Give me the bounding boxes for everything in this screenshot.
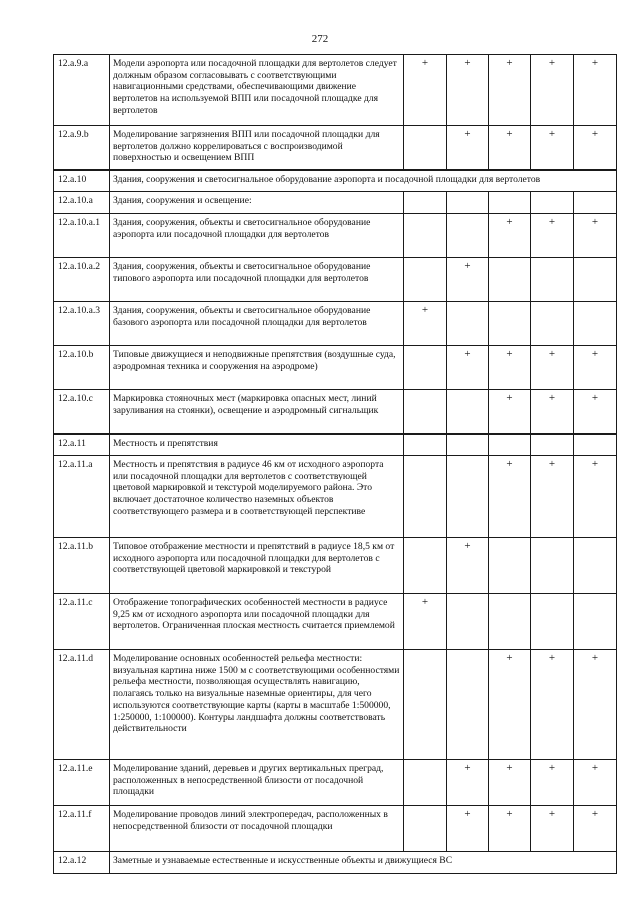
level-mark-2 (447, 650, 489, 760)
level-mark-1 (404, 456, 447, 538)
requirements-table (53, 54, 617, 874)
level-mark-4: + (531, 650, 574, 760)
level-mark-2: + (447, 258, 489, 302)
level-mark-3: + (489, 650, 531, 760)
level-mark-3 (489, 192, 531, 214)
level-mark-2 (447, 456, 489, 538)
level-mark-2: + (447, 760, 489, 806)
level-mark-5: + (574, 760, 617, 806)
table-row (54, 390, 617, 434)
row-description: Здания, сооружения и светосигнальное оборудование аэропорта и посадочной площадки для вертолетов (110, 170, 617, 192)
level-mark-4: + (531, 456, 574, 538)
level-mark-1 (404, 390, 447, 434)
table-row (54, 594, 617, 650)
level-mark-5 (574, 538, 617, 594)
level-mark-5: + (574, 126, 617, 170)
table-row (54, 760, 617, 806)
level-mark-2: + (447, 126, 489, 170)
level-mark-1 (404, 258, 447, 302)
row-description: Моделирование загрязнения ВПП или посадочной площадки для вертолетов должно коррелироваться с воспроизводимой поверхностью и освещением ВПП (110, 126, 404, 170)
level-mark-4 (531, 434, 574, 456)
level-mark-2 (447, 214, 489, 258)
table-row (54, 346, 617, 390)
level-mark-1: + (404, 55, 447, 126)
level-mark-5: + (574, 650, 617, 760)
row-description: Здания, сооружения и освещение: (110, 192, 404, 214)
row-id: 12.a.11 (54, 434, 110, 456)
table-row (54, 852, 617, 874)
level-mark-4 (531, 538, 574, 594)
level-mark-5: + (574, 214, 617, 258)
table-row (54, 170, 617, 192)
row-id: 12.a.10.c (54, 390, 110, 434)
level-mark-3 (489, 434, 531, 456)
level-mark-2: + (447, 55, 489, 126)
level-mark-4: + (531, 126, 574, 170)
level-mark-5: + (574, 346, 617, 390)
level-mark-5 (574, 434, 617, 456)
level-mark-1 (404, 434, 447, 456)
level-mark-2 (447, 434, 489, 456)
row-id: 12.a.10 (54, 170, 110, 192)
level-mark-2: + (447, 346, 489, 390)
row-description: Здания, сооружения, объекты и светосигнальное оборудование аэропорта или посадочной площадки для вертолетов (110, 214, 404, 258)
level-mark-5 (574, 302, 617, 346)
level-mark-4: + (531, 390, 574, 434)
level-mark-4 (531, 258, 574, 302)
row-description: Отображение топографических особенностей местности в радиусе 9,25 км от исходного аэропорта или посадочной площадки для вертолетов. Ограниченная плоская местность считается приемлемой (110, 594, 404, 650)
level-mark-4: + (531, 806, 574, 852)
row-id: 12.a.12 (54, 852, 110, 874)
level-mark-1: + (404, 594, 447, 650)
table-row (54, 302, 617, 346)
row-description: Моделирование основных особенностей рельефа местности: визуальная картина ниже 1500 м с соответствующими особенностями рельефа местности, позволяющая осуществлять навигацию, полагаясь только на визуальные наземные ориентиры, для чего используются соответствующие карты (карты в масштабе 1:500000, 1:250000, 1:100000). Контуры ландшафта должны соответствовать действительности (110, 650, 404, 760)
row-id: 12.a.11.a (54, 456, 110, 538)
level-mark-4: + (531, 55, 574, 126)
table-row (54, 434, 617, 456)
row-id: 12.a.10.a.3 (54, 302, 110, 346)
level-mark-2 (447, 192, 489, 214)
row-id: 12.a.9.a (54, 55, 110, 126)
level-mark-5: + (574, 55, 617, 126)
level-mark-5 (574, 258, 617, 302)
level-mark-1 (404, 760, 447, 806)
row-description: Модели аэропорта или посадочной площадки для вертолетов следует должным образом согласовывать с соответствующими навигационными средствами, обеспечивающими движение вертолетов на используемой ВПП или посадочной площадке для вертолетов (110, 55, 404, 126)
row-id: 12.a.11.c (54, 594, 110, 650)
row-id: 12.a.11.d (54, 650, 110, 760)
table-row (54, 806, 617, 852)
level-mark-2 (447, 302, 489, 346)
level-mark-3: + (489, 760, 531, 806)
level-mark-4: + (531, 346, 574, 390)
row-id: 12.a.10.a (54, 192, 110, 214)
row-id: 12.a.10.a.1 (54, 214, 110, 258)
level-mark-2: + (447, 806, 489, 852)
requirements-table-body (54, 55, 617, 874)
level-mark-3 (489, 594, 531, 650)
level-mark-1 (404, 806, 447, 852)
row-description: Местность и препятствия в радиусе 46 км от исходного аэропорта или посадочной площадки для вертолетов с соответствующей цветовой маркировкой и текстурой моделируемого района. Это включает достаточное количество наземных объектов соответствующего размера и в соответствующей перспективе (110, 456, 404, 538)
level-mark-5: + (574, 456, 617, 538)
table-row (54, 650, 617, 760)
level-mark-1 (404, 192, 447, 214)
table-row (54, 456, 617, 538)
level-mark-3: + (489, 55, 531, 126)
row-description: Здания, сооружения, объекты и светосигнальное оборудование типового аэропорта или посадочной площадки для вертолетов (110, 258, 404, 302)
level-mark-3: + (489, 346, 531, 390)
row-id: 12.a.9.b (54, 126, 110, 170)
row-description: Моделирование зданий, деревьев и других вертикальных преград, расположенных в непосредственной близости от посадочной площадки (110, 760, 404, 806)
level-mark-4: + (531, 214, 574, 258)
page-number: 272 (311, 33, 329, 45)
level-mark-1 (404, 538, 447, 594)
table-row (54, 538, 617, 594)
row-description: Местность и препятствия (110, 434, 404, 456)
level-mark-3 (489, 258, 531, 302)
level-mark-2: + (447, 538, 489, 594)
level-mark-5 (574, 192, 617, 214)
level-mark-4 (531, 192, 574, 214)
level-mark-4: + (531, 760, 574, 806)
row-description: Типовые движущиеся и неподвижные препятствия (воздушные суда, аэродромная техника и сооружения на аэродроме) (110, 346, 404, 390)
level-mark-4 (531, 302, 574, 346)
table-row (54, 126, 617, 170)
level-mark-2 (447, 594, 489, 650)
level-mark-3 (489, 538, 531, 594)
level-mark-3: + (489, 126, 531, 170)
row-id: 12.a.10.a.2 (54, 258, 110, 302)
level-mark-1 (404, 214, 447, 258)
row-description: Типовое отображение местности и препятствий в радиусе 18,5 км от исходного аэропорта или посадочной площадки для вертолетов с соответствующей цветовой маркировкой и текстурой (110, 538, 404, 594)
level-mark-1 (404, 346, 447, 390)
level-mark-5: + (574, 390, 617, 434)
row-description: Маркировка стояночных мест (маркировка опасных мест, линий заруливания на стоянки), освещение и аэродромный сигнальщик (110, 390, 404, 434)
level-mark-3: + (489, 214, 531, 258)
level-mark-2 (447, 390, 489, 434)
row-description: Здания, сооружения, объекты и светосигнальное оборудование базового аэропорта или посадочной площадки для вертолетов (110, 302, 404, 346)
row-id: 12.a.11.b (54, 538, 110, 594)
level-mark-3: + (489, 806, 531, 852)
row-id: 12.a.10.b (54, 346, 110, 390)
level-mark-1 (404, 650, 447, 760)
table-row (54, 55, 617, 126)
table-row (54, 258, 617, 302)
table-row (54, 192, 617, 214)
row-description: Моделирование проводов линий электропередач, расположенных в непосредственной близости от посадочной площадки (110, 806, 404, 852)
level-mark-5: + (574, 806, 617, 852)
row-id: 12.a.11.e (54, 760, 110, 806)
level-mark-3 (489, 302, 531, 346)
level-mark-3: + (489, 390, 531, 434)
level-mark-5 (574, 594, 617, 650)
level-mark-3: + (489, 456, 531, 538)
level-mark-1: + (404, 302, 447, 346)
table-row (54, 214, 617, 258)
level-mark-1 (404, 126, 447, 170)
level-mark-4 (531, 594, 574, 650)
row-id: 12.a.11.f (54, 806, 110, 852)
row-description: Заметные и узнаваемые естественные и искусственные объекты и движущиеся ВС (110, 852, 617, 874)
